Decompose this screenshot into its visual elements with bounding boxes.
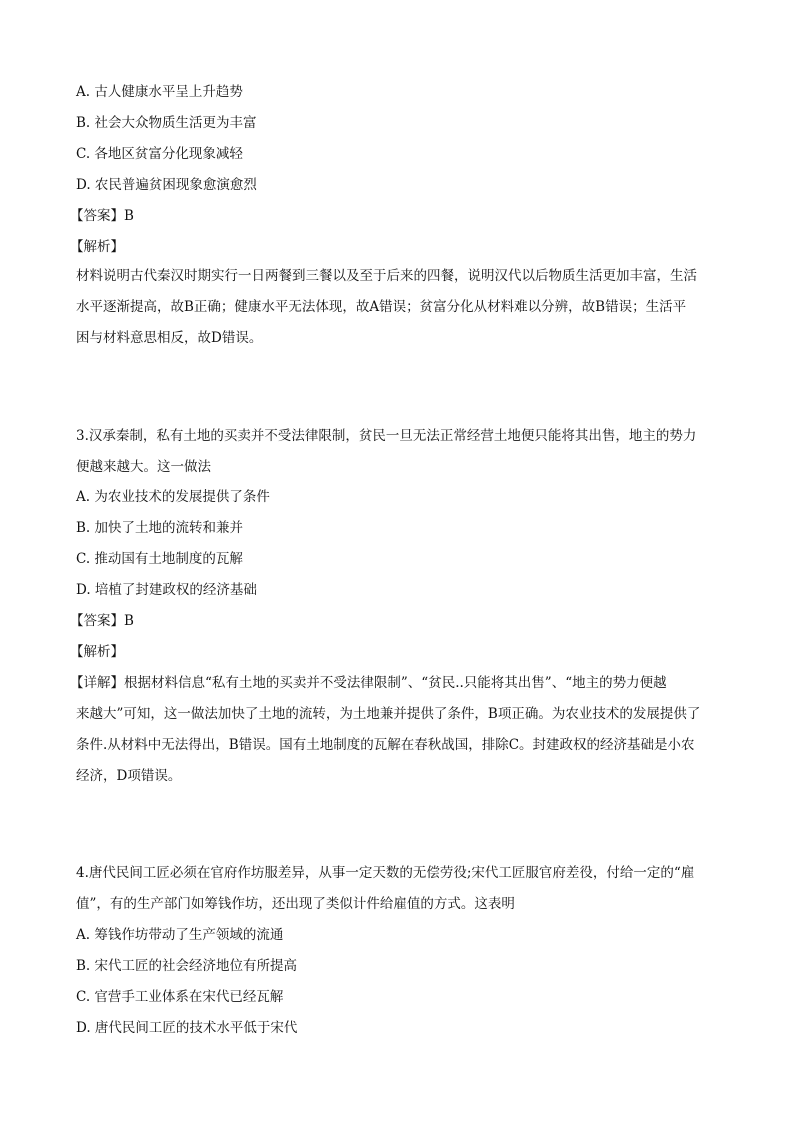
q4-option-b: B. 宋代工匠的社会经济地位有所提高	[76, 958, 298, 974]
q3-stem	[76, 421, 716, 483]
q2-analysis-label: 【解析】	[70, 239, 124, 255]
q3-answer: 【答案】B	[70, 613, 134, 629]
q3-stem-line-1: 3.汉承秦制，私有土地的买卖并不受法律限制，贫民一旦无法正常经营土地便只能将其出售，地主的势力	[76, 428, 697, 444]
q3-analysis-line-3: 条件.从材料中无法得出，B错误。国有土地制度的瓦解在春秋战国，排除C。封建政权的经济基础是小农	[76, 737, 695, 753]
q3-analysis-line-2: 来越大”可知，这一做法加快了土地的流转，为土地兼并提供了条件，B项正确。为农业技术的发展提供了	[76, 706, 701, 722]
q2-option-d: D. 农民普遍贫困现象愈演愈烈	[76, 177, 257, 193]
q3-analysis-line-4: 经济，D项错误。	[76, 768, 182, 784]
q3-option-a: A. 为农业技术的发展提供了条件	[76, 489, 270, 505]
q4-option-d: D. 唐代民间工匠的技术水平低于宋代	[76, 1020, 298, 1036]
q2-analysis-line-1: 材料说明古代秦汉时期实行一日两餐到三餐以及至于后来的四餐，说明汉代以后物质生活更加丰富，生活	[76, 268, 697, 284]
q2-analysis-line-2: 水平逐渐提高，故B正确；健康水平无法体现，故A错误；贫富分化从材料难以分辨，故B错误；生活平	[76, 299, 687, 315]
q3-analysis-text	[70, 668, 710, 792]
q4-option-a: A. 筹钱作坊带动了生产领域的流通	[76, 927, 284, 943]
q4-option-c: C. 官营手工业体系在宋代已经瓦解	[76, 989, 284, 1005]
q3-stem-line-2: 便越来越大。这一做法	[76, 459, 211, 475]
q2-analysis-text	[76, 261, 716, 354]
q3-option-c: C. 推动国有土地制度的瓦解	[76, 551, 243, 567]
q2-option-a: A. 古人健康水平呈上升趋势	[76, 84, 243, 100]
q3-option-b: B. 加快了土地的流转和兼并	[76, 520, 244, 536]
q2-option-b: B. 社会大众物质生活更为丰富	[76, 115, 257, 131]
q2-answer: 【答案】B	[70, 208, 134, 224]
q2-option-c: C. 各地区贫富分化现象减轻	[76, 146, 243, 162]
q2-analysis-line-3: 困与材料意思相反，故D错误。	[76, 330, 263, 346]
q4-stem-line-1: 4.唐代民间工匠必须在官府作坊服差异，从事一定天数的无偿劳役;宋代工匠服官府差役，付给一定的“雇	[76, 865, 695, 881]
q3-analysis-label: 【解析】	[70, 644, 124, 660]
q3-option-d: D. 培植了封建政权的经济基础	[76, 582, 257, 598]
q4-stem	[76, 858, 716, 920]
q3-analysis-line-1: 【详解】根据材料信息“私有土地的买卖并不受法律限制”、“贫民..只能将其出售”、“地主的势力便越	[70, 675, 667, 691]
q4-stem-line-2: 值”，有的生产部门如筹钱作坊，还出现了类似计件给雇值的方式。这表明	[76, 896, 515, 912]
